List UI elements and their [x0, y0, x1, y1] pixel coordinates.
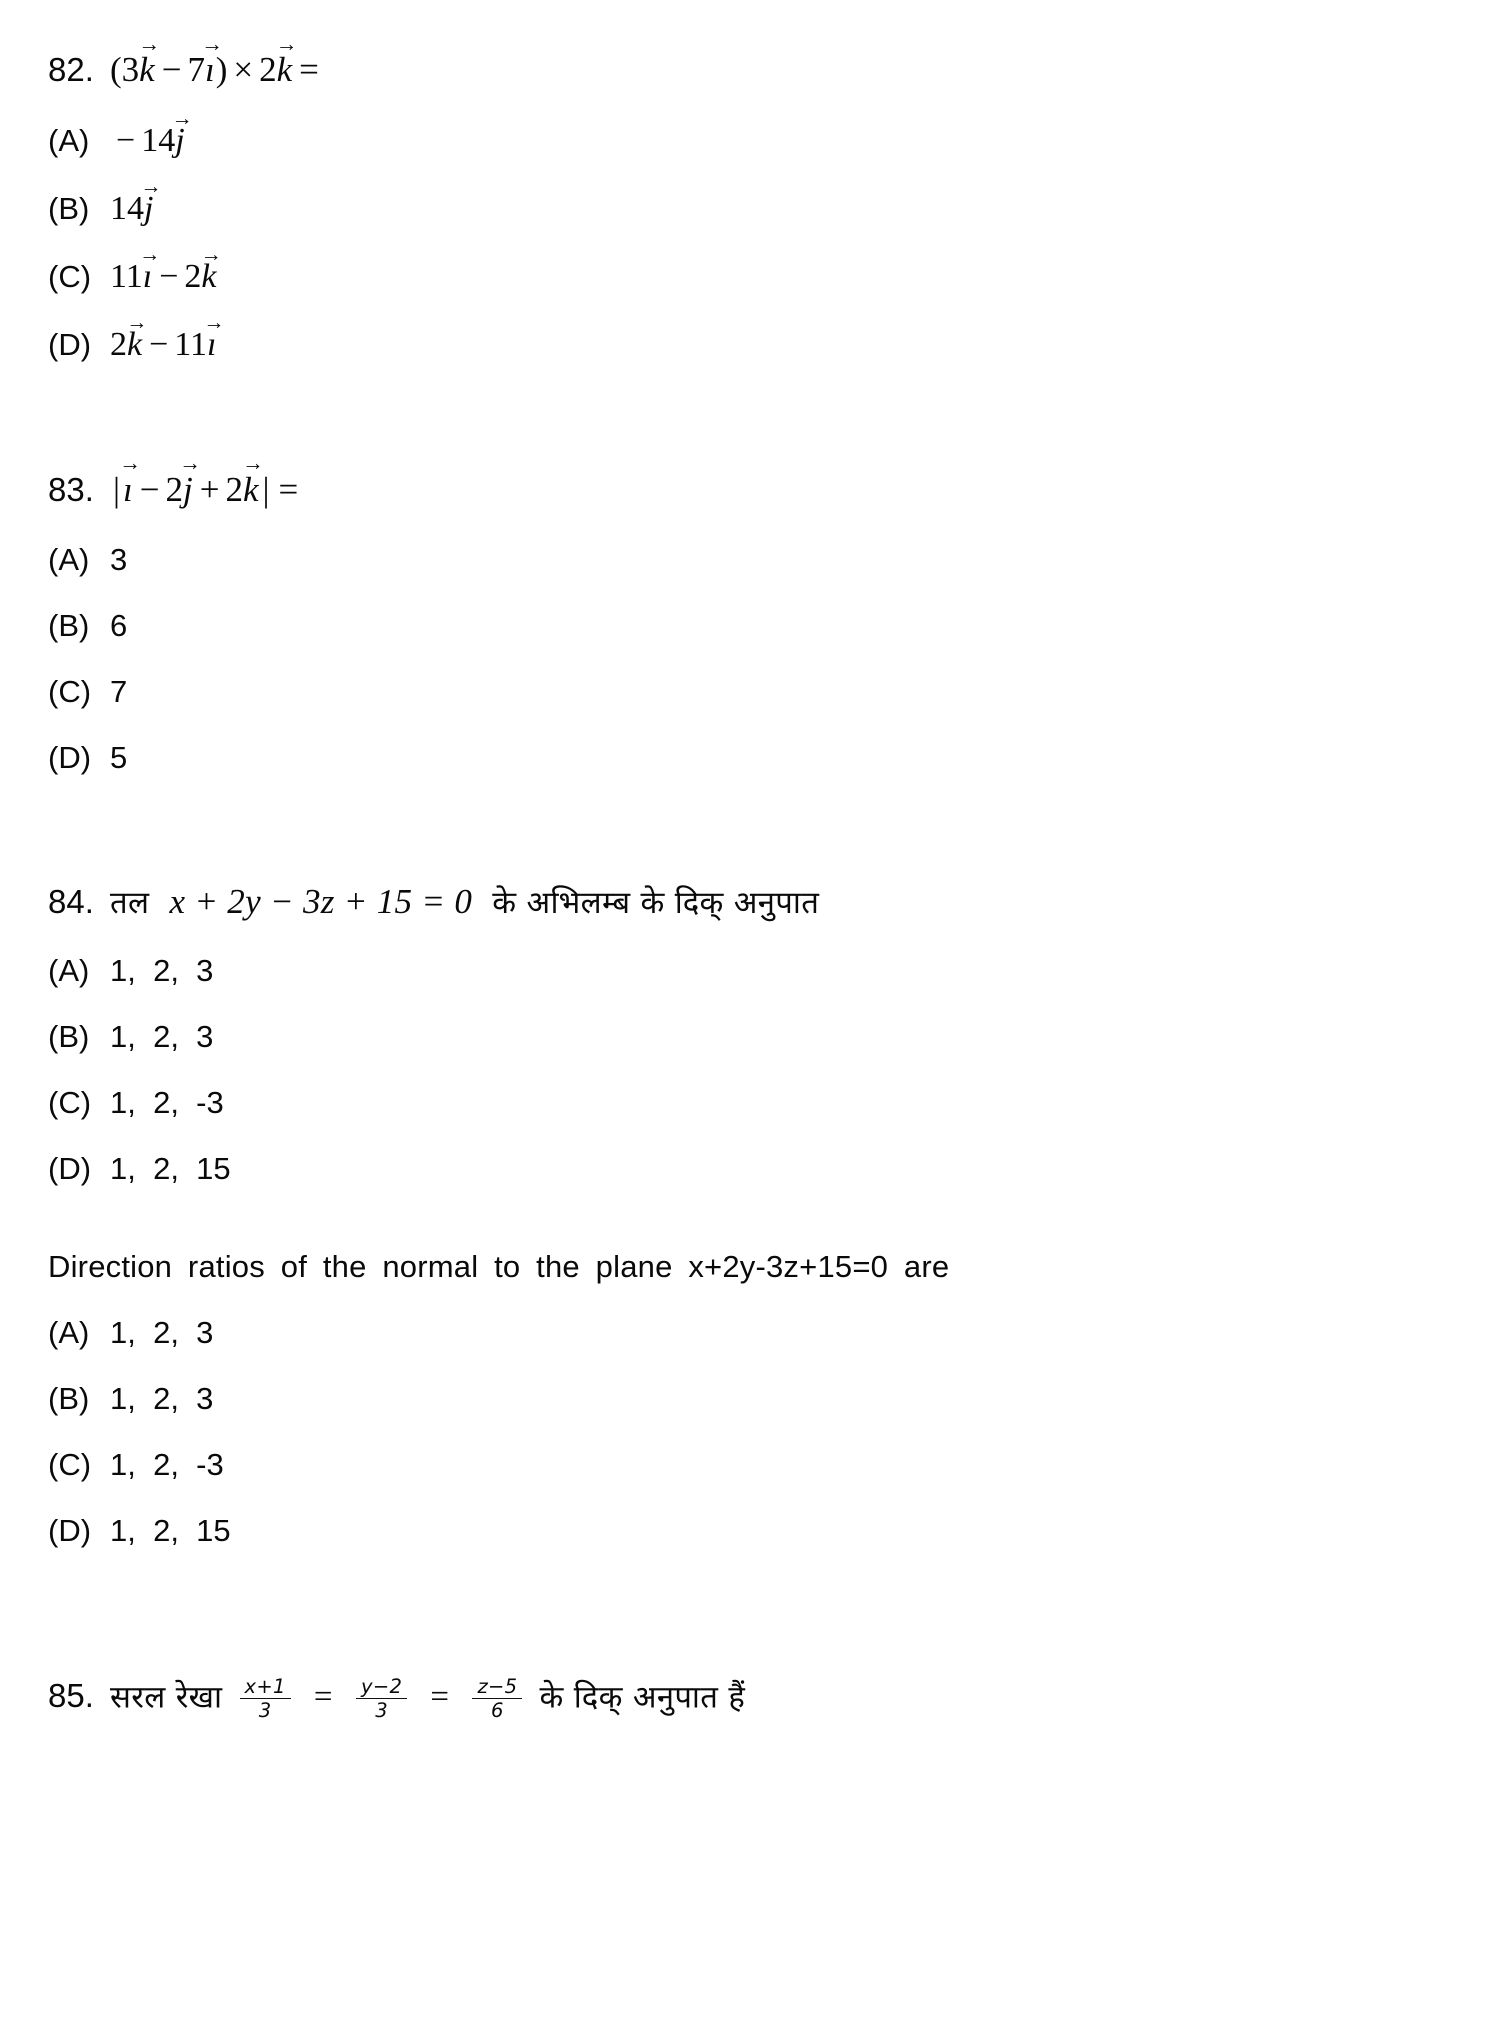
- stem-equation: x + 2y − 3z + 15 = 0: [169, 881, 473, 921]
- spacer: [48, 1187, 1445, 1249]
- option-label: (D): [48, 1151, 92, 1187]
- option-row-82-c[interactable]: [48, 258, 1445, 296]
- equals-sign-1: =: [313, 1679, 333, 1716]
- fraction-denominator: 6: [491, 1699, 504, 1723]
- option-value: 1, 2, 15: [110, 1513, 231, 1549]
- option-value: 1, 2, 3: [110, 1315, 214, 1351]
- option-row-83-b[interactable]: [48, 608, 1445, 644]
- question-85: [48, 1675, 1445, 1722]
- fraction-y: [356, 1676, 407, 1723]
- option-label: (B): [48, 1019, 90, 1055]
- spacer: [48, 1549, 1445, 1675]
- option-value: 1, 2, -3: [110, 1447, 224, 1483]
- option-row-84-hi-b[interactable]: [48, 1019, 1445, 1055]
- option-row-84-en-d[interactable]: [48, 1513, 1445, 1549]
- question-82-expression: (3k → − 7ı →) × 2k → =: [110, 48, 325, 92]
- stem-hindi-prefix: तल: [110, 884, 150, 921]
- stem-hindi-prefix: सरल रेखा: [110, 1679, 223, 1716]
- option-row-83-a[interactable]: [48, 542, 1445, 578]
- option-value: 14j →: [110, 190, 154, 228]
- option-value: 1, 2, 3: [110, 1019, 214, 1055]
- fraction-numerator: z−5: [472, 1676, 522, 1700]
- fraction-x: [240, 1676, 291, 1723]
- option-label: (A): [48, 541, 90, 577]
- question-82: [48, 48, 1445, 92]
- option-label: (B): [48, 190, 90, 226]
- option-value: − 14j →: [110, 122, 186, 160]
- fraction-numerator: x+1: [240, 1676, 291, 1700]
- question-number: 82.: [48, 51, 94, 88]
- option-row-84-hi-d[interactable]: [48, 1151, 1445, 1187]
- question-85-stem-hindi: [110, 1676, 745, 1723]
- option-value: 11ı → − 2k →: [110, 258, 217, 296]
- question-84-stem-hindi: [110, 880, 819, 924]
- option-value: 1, 2, 3: [110, 1381, 214, 1417]
- fraction-denominator: 3: [258, 1699, 272, 1723]
- option-row-84-en-b[interactable]: [48, 1381, 1445, 1417]
- option-label: (C): [48, 1085, 92, 1121]
- option-row-82-a[interactable]: [48, 122, 1445, 160]
- option-label: (C): [48, 1447, 92, 1483]
- option-value: 2k → − 11ı →: [110, 326, 217, 364]
- option-value: 1, 2, 15: [110, 1151, 231, 1187]
- question-84-stem-english: Direction ratios of the normal to the plane x+2y-3z+15=0 are: [48, 1249, 950, 1285]
- option-row-83-c[interactable]: [48, 674, 1445, 710]
- option-label: (A): [48, 953, 90, 989]
- option-row-84-hi-a[interactable]: [48, 953, 1445, 989]
- question-number: 83.: [48, 470, 94, 508]
- option-label: (A): [48, 1315, 90, 1351]
- option-value: 1, 2, -3: [110, 1085, 224, 1121]
- stem-hindi-suffix: के दिक् अनुपात हैं: [539, 1679, 746, 1716]
- option-value: 5: [110, 739, 128, 775]
- fraction-numerator: y−2: [356, 1676, 407, 1700]
- question-83-expression: |ı → − 2j → + 2k → | =: [110, 468, 304, 512]
- question-83: [48, 468, 1445, 512]
- option-value: 3: [110, 541, 128, 577]
- option-value: 7: [110, 673, 128, 709]
- option-label: (B): [48, 1381, 90, 1417]
- option-label: (B): [48, 607, 90, 643]
- spacer: [48, 776, 1445, 880]
- question-84: [48, 880, 1445, 924]
- option-label: (D): [48, 326, 92, 362]
- stem-hindi-suffix: के अभिलम्ब के दिक् अनुपात: [492, 884, 820, 921]
- option-label: (C): [48, 258, 92, 294]
- equals-sign-2: =: [430, 1679, 450, 1716]
- fraction-denominator: 3: [375, 1699, 388, 1723]
- option-value: 6: [110, 607, 128, 643]
- option-row-84-en-c[interactable]: [48, 1447, 1445, 1483]
- option-row-82-b[interactable]: [48, 190, 1445, 228]
- option-value: 1, 2, 3: [110, 953, 214, 989]
- option-label: (C): [48, 673, 92, 709]
- option-label: (D): [48, 1513, 92, 1549]
- fraction-z: [472, 1676, 522, 1723]
- option-label: (A): [48, 122, 90, 158]
- option-row-82-d[interactable]: [48, 326, 1445, 364]
- question-number: 85.: [48, 1677, 94, 1715]
- option-row-84-en-a[interactable]: [48, 1315, 1445, 1351]
- option-row-83-d[interactable]: [48, 740, 1445, 776]
- question-number: 84.: [48, 882, 94, 920]
- option-row-84-hi-c[interactable]: [48, 1085, 1445, 1121]
- option-label: (D): [48, 739, 92, 775]
